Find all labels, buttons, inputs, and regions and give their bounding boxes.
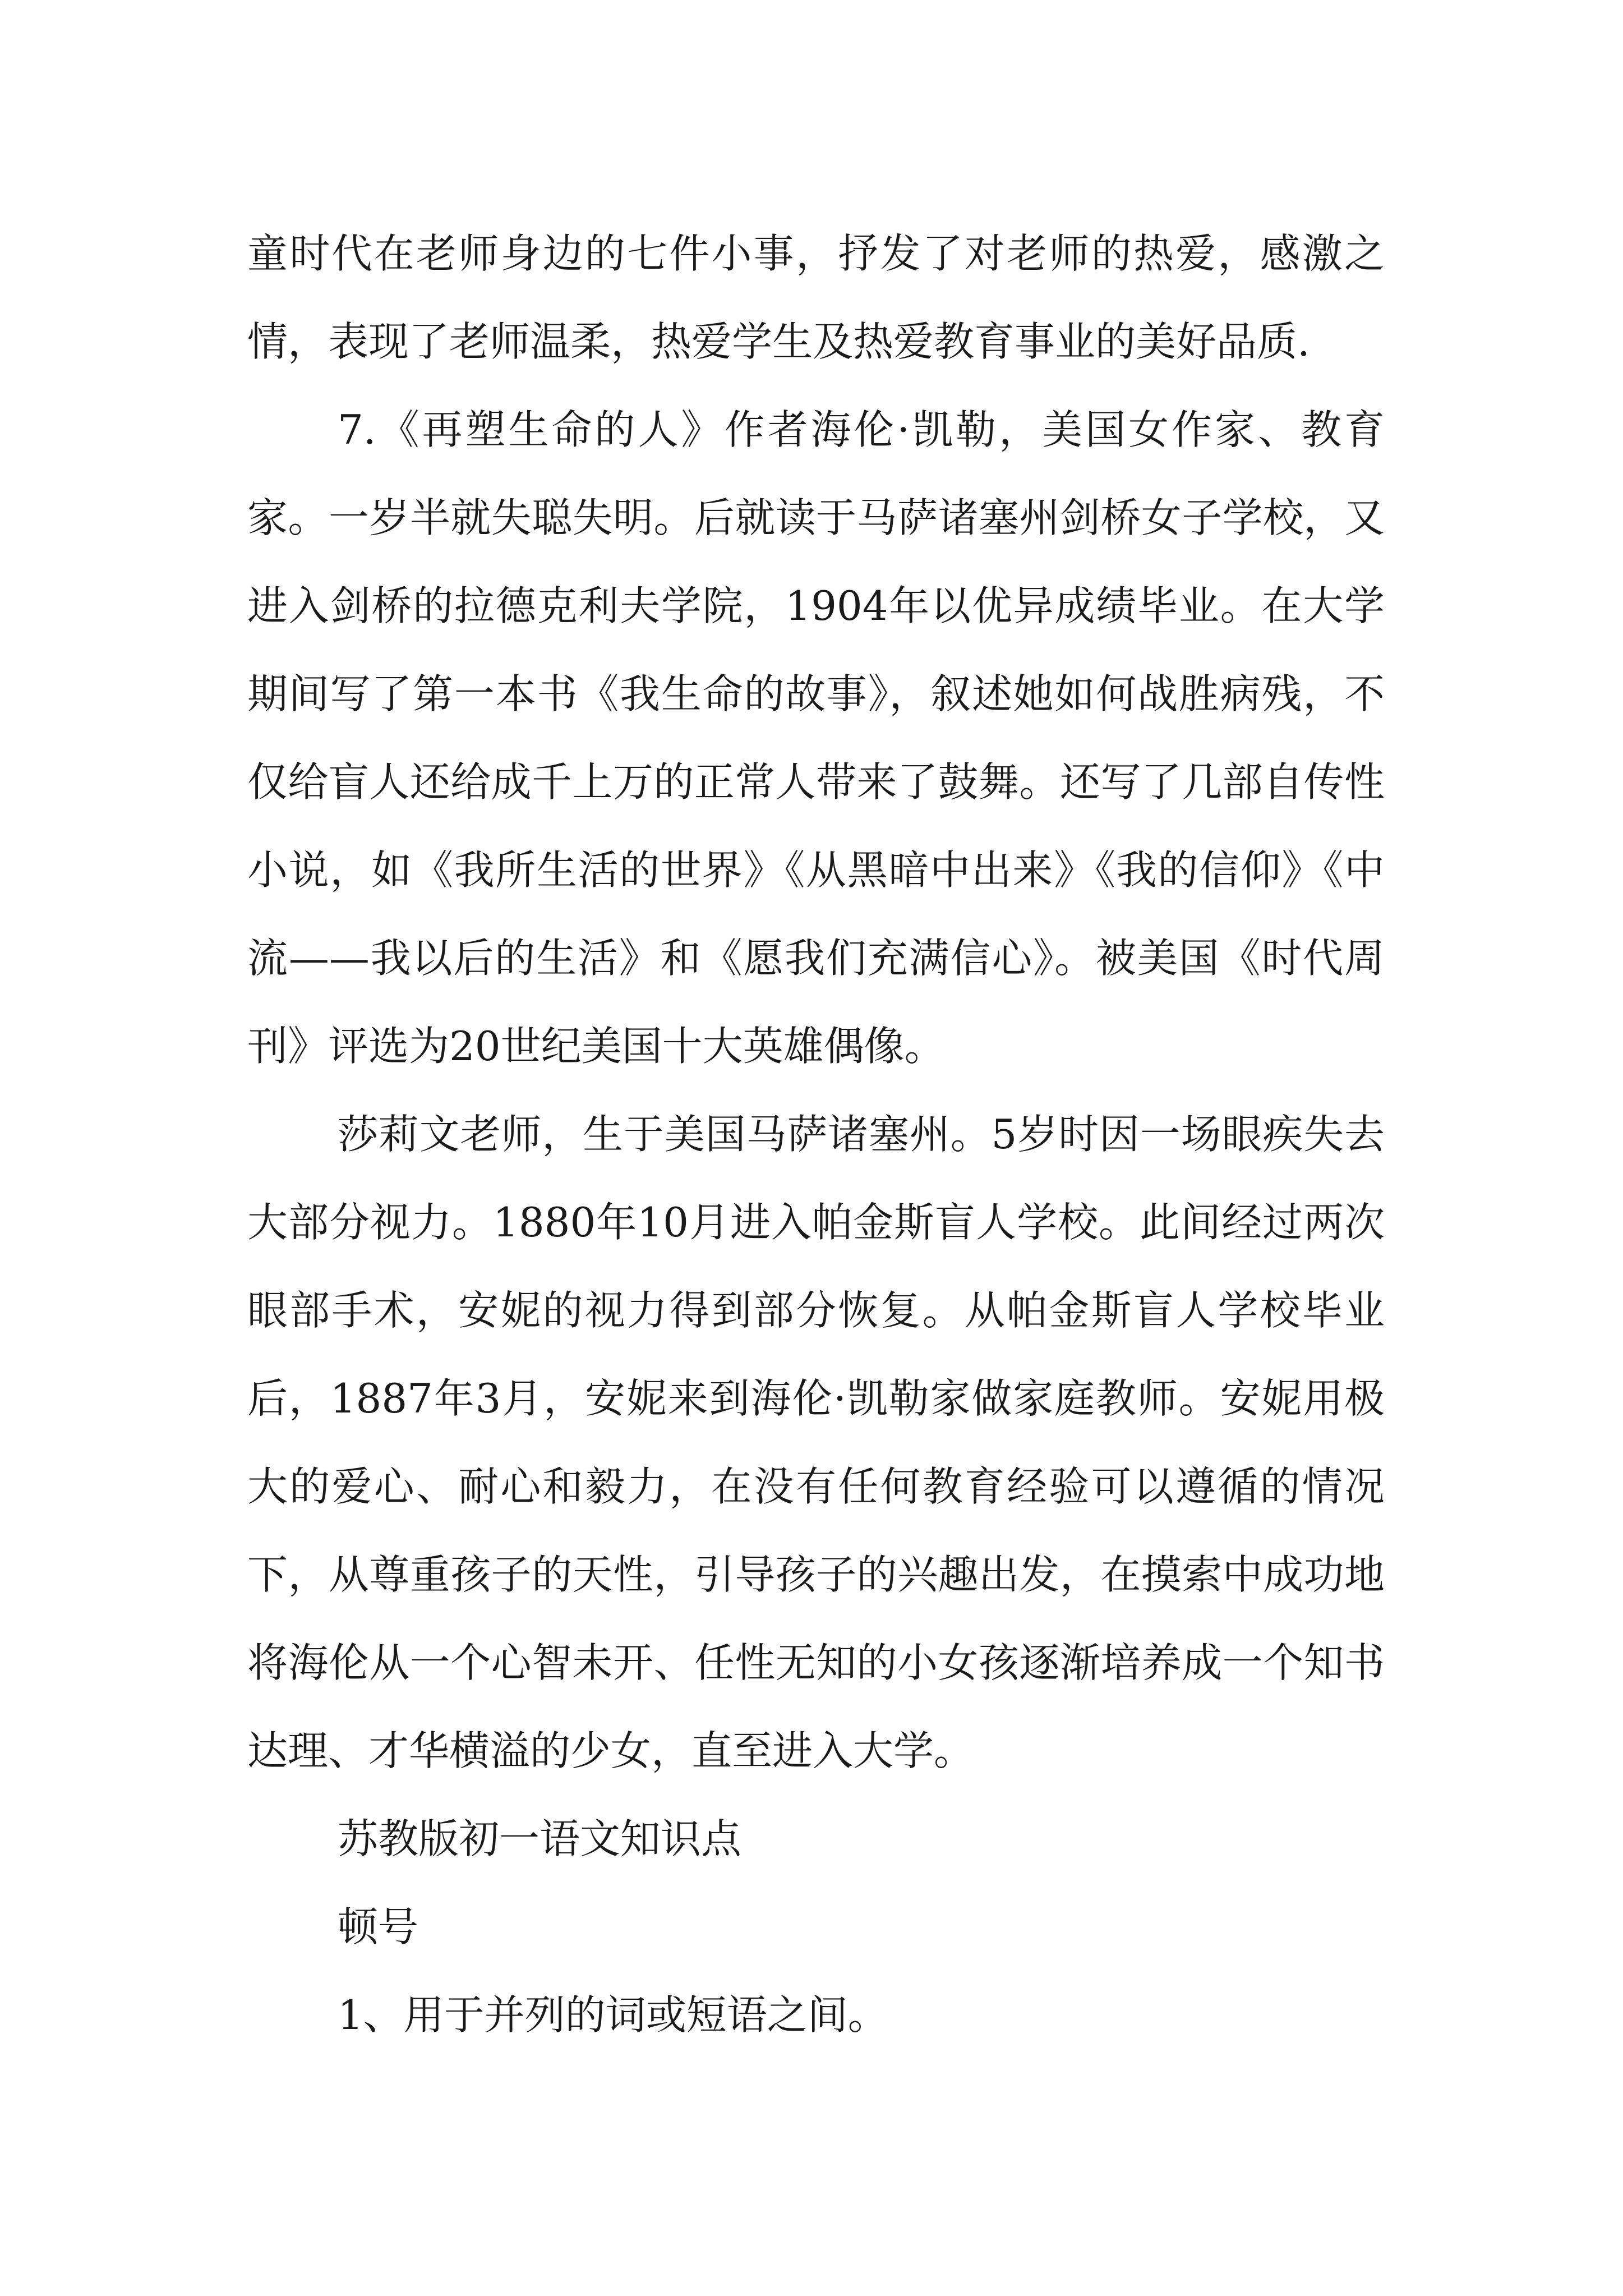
paragraph-continuation: 童时代在老师身边的七件小事，抒发了对老师的热爱，感激之情，表现了老师温柔，热爱学生及热爱教育事业的美好品质.: [247, 230, 1385, 365]
document-body: [247, 210, 1385, 2059]
paragraph-helen-keller: 7.《再塑生命的人》作者海伦·凯勒，美国女作家、教育家。一岁半就失聪失明。后就读于马萨诸塞州剑桥女子学校，又进入剑桥的拉德克利夫学院，1904年以优异成绩毕业。在大学期间写了第一本书《我生命的故事》，叙述她如何战胜病残，不仅给盲人还给成千上万的正常人带来了鼓舞。还写了几部自传性小说，如《我所生活的世界》《从黑暗中出来》《我的信仰》《中流——我以后的生活》和《愿我们充满信心》。被美国《时代周刊》评选为20世纪美国十大英雄偶像。: [247, 406, 1385, 1070]
paragraph-sullivan: 莎莉文老师，生于美国马萨诸塞州。5岁时因一场眼疾失去大部分视力。1880年10月进入帕金斯盲人学校。此间经过两次眼部手术，安妮的视力得到部分恢复。从帕金斯盲人学校毕业后，1887年3月，安妮来到海伦·凯勒家做家庭教师。安妮用极大的爱心、耐心和毅力，在没有任何教育经验可以遵循的情况下，从尊重孩子的天性，引导孩子的兴趣出发，在摸索中成功地将海伦从一个心智未开、任性无知的小女孩逐渐培养成一个知书达理、才华横溢的少女，直至进入大学。: [247, 1111, 1385, 1774]
list-item: 1、用于并列的词或短语之间。: [338, 1991, 888, 2039]
section-heading: 苏教版初一语文知识点: [338, 1815, 742, 1862]
section-subheading: 顿号: [338, 1903, 419, 1950]
